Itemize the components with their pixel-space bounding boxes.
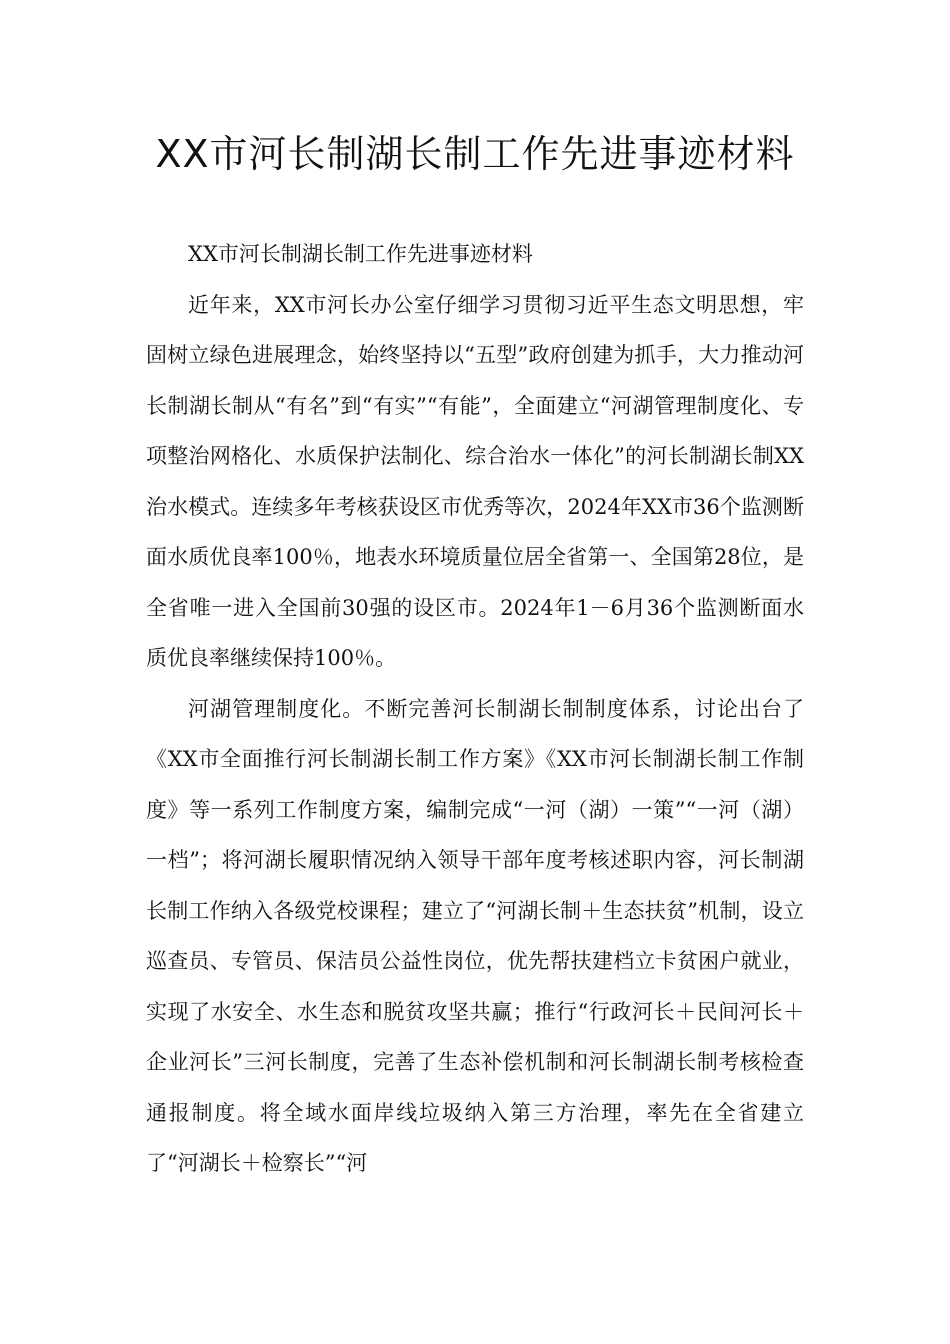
paragraph-subtitle: XX市河长制湖长制工作先进事迹材料: [188, 242, 533, 266]
document-title: XX市河长制湖长制工作先进事迹材料: [155, 132, 795, 176]
document-body: [146, 229, 804, 1189]
paragraph-river-management: 河湖管理制度化。不断完善河长制湖长制制度体系，讨论出台了《XX市全面推行河长制湖长制工作方案》《XX市河长制湖长制工作制度》等一系列工作制度方案，编制完成“一河（湖）一策”“一河（湖）一档”；将河湖长履职情况纳入领导干部年度考核述职内容，河长制湖长制工作纳入各级党校课程；建立了“河湖长制＋生态扶贫”机制，设立巡查员、专管员、保洁员公益性岗位，优先帮扶建档立卡贫困户就业，实现了水安全、水生态和脱贫攻坚共赢；推行“行政河长＋民间河长＋企业河长”三河长制度，完善了生态补偿机制和河长制湖长制考核检查通报制度。将全域水面岸线垃圾纳入第三方治理，率先在全省建立了“河湖长＋检察长”“河: [146, 696, 804, 1175]
paragraph-intro: 近年来，XX市河长办公室仔细学习贯彻习近平生态文明思想，牢固树立绿色进展理念，始终坚持以“五型”政府创建为抓手，大力推动河长制湖长制从“有名”到“有实”“有能”，全面建立“河湖管理制度化、专项整治网格化、水质保护法制化、综合治水一体化”的河长制湖长制XX治水模式。连续多年考核获设区市优秀等次，2024年XX市36个监测断面水质优良率100％，地表水环境质量位居全省第一、全国第28位，是全省唯一进入全国前30强的设区市。2024年1－6月36个监测断面水质优良率继续保持100％。: [146, 292, 804, 670]
